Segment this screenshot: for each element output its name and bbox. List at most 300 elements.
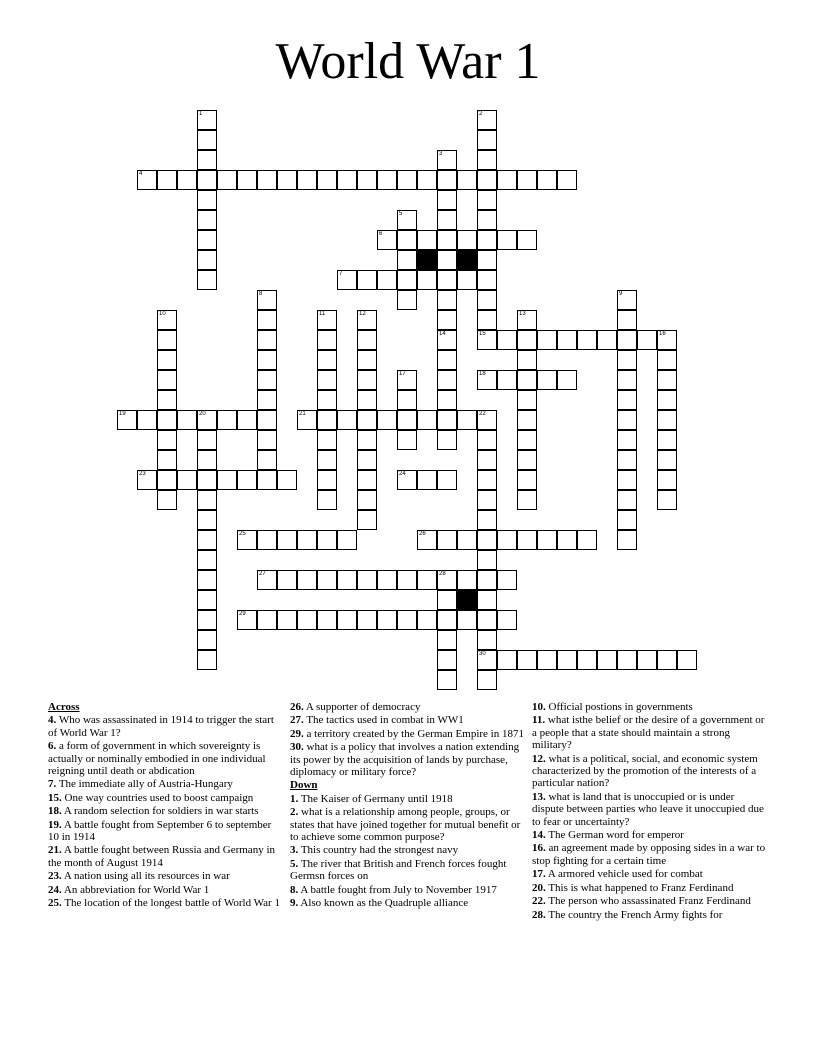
grid-cell[interactable] xyxy=(437,570,457,590)
grid-cell[interactable] xyxy=(457,410,477,430)
grid-cell[interactable] xyxy=(297,610,317,630)
grid-cell[interactable] xyxy=(337,170,357,190)
grid-cell[interactable] xyxy=(237,530,257,550)
clue-number: 15 xyxy=(479,331,486,337)
grid-cell[interactable] xyxy=(397,370,417,390)
grid-cell[interactable] xyxy=(437,650,457,670)
grid-cell[interactable] xyxy=(557,330,577,350)
grid-cell[interactable] xyxy=(437,210,457,230)
grid-cell[interactable] xyxy=(477,570,497,590)
grid-cell[interactable] xyxy=(377,410,397,430)
grid-cell[interactable] xyxy=(517,170,537,190)
grid-cell[interactable] xyxy=(297,530,317,550)
grid-cell[interactable] xyxy=(557,170,577,190)
grid-cell[interactable] xyxy=(477,410,497,430)
grid-cell[interactable] xyxy=(437,350,457,370)
grid-cell[interactable] xyxy=(157,330,177,350)
grid-cell[interactable] xyxy=(637,650,657,670)
grid-cell[interactable] xyxy=(657,450,677,470)
grid-cell[interactable] xyxy=(617,490,637,510)
grid-cell[interactable] xyxy=(317,390,337,410)
grid-cell[interactable] xyxy=(397,430,417,450)
grid-cell[interactable] xyxy=(257,350,277,370)
grid-cell[interactable] xyxy=(477,290,497,310)
clue-number-label: 11. xyxy=(532,714,546,727)
grid-cell[interactable] xyxy=(657,390,677,410)
grid-cell[interactable] xyxy=(197,190,217,210)
grid-cell[interactable] xyxy=(437,410,457,430)
clue-text: what isthe belief or the desire of a government or a people that a state should maintain a strong military? xyxy=(532,714,765,752)
grid-cell[interactable] xyxy=(477,550,497,570)
grid-cell[interactable] xyxy=(157,350,177,370)
grid-cell[interactable] xyxy=(317,470,337,490)
grid-cell[interactable] xyxy=(617,510,637,530)
grid-cell[interactable] xyxy=(277,530,297,550)
grid-cell[interactable] xyxy=(417,170,437,190)
grid-cell[interactable] xyxy=(317,170,337,190)
grid-cell[interactable] xyxy=(657,490,677,510)
grid-cell[interactable] xyxy=(417,530,437,550)
grid-cell[interactable] xyxy=(537,330,557,350)
grid-cell[interactable] xyxy=(477,610,497,630)
grid-cell[interactable] xyxy=(157,450,177,470)
grid-cell[interactable] xyxy=(477,530,497,550)
grid-cell[interactable] xyxy=(477,250,497,270)
clue-number-label: 10. xyxy=(532,701,546,713)
grid-cell[interactable] xyxy=(257,390,277,410)
grid-cell[interactable] xyxy=(617,650,637,670)
clue-number-label: 28. xyxy=(532,908,546,921)
grid-cell[interactable] xyxy=(397,570,417,590)
grid-cell[interactable] xyxy=(177,470,197,490)
grid-cell[interactable] xyxy=(617,430,637,450)
grid-cell[interactable] xyxy=(457,610,477,630)
grid-cell[interactable] xyxy=(497,230,517,250)
grid-cell[interactable] xyxy=(617,350,637,370)
clue-number-label: 19. xyxy=(48,818,62,831)
grid-cell[interactable] xyxy=(257,430,277,450)
grid-cell[interactable] xyxy=(437,310,457,330)
grid-cell[interactable] xyxy=(517,490,537,510)
clue-number-label: 9. xyxy=(290,897,299,910)
grid-cell[interactable] xyxy=(497,610,517,630)
clue-item xyxy=(532,791,767,828)
grid-cell[interactable] xyxy=(337,410,357,430)
grid-cell[interactable] xyxy=(537,530,557,550)
grid-cell[interactable] xyxy=(397,410,417,430)
clue-number: 18 xyxy=(479,371,486,377)
grid-cell[interactable] xyxy=(197,650,217,670)
grid-cell[interactable] xyxy=(337,610,357,630)
grid-cell[interactable] xyxy=(337,570,357,590)
grid-cell[interactable] xyxy=(157,390,177,410)
grid-cell[interactable] xyxy=(157,170,177,190)
grid-cell[interactable] xyxy=(617,530,637,550)
clue-number-label: 21. xyxy=(48,844,62,857)
grid-cell[interactable] xyxy=(317,330,337,350)
grid-cell[interactable] xyxy=(457,230,477,250)
grid-cell[interactable] xyxy=(197,130,217,150)
grid-cell[interactable] xyxy=(237,610,257,630)
grid-cell[interactable] xyxy=(357,170,377,190)
grid-cell[interactable] xyxy=(197,230,217,250)
grid-cell[interactable] xyxy=(617,470,637,490)
grid-cell[interactable] xyxy=(517,370,537,390)
grid-cell[interactable] xyxy=(517,230,537,250)
grid-cell[interactable] xyxy=(357,310,377,330)
grid-cell[interactable] xyxy=(317,570,337,590)
grid-cell[interactable] xyxy=(517,390,537,410)
clue-text: An abbreviation for World War 1 xyxy=(63,883,210,896)
grid-cell[interactable] xyxy=(157,430,177,450)
clue-text: A battle fought between Russia and Germany in the month of August 1914 xyxy=(48,844,275,869)
grid-cell[interactable] xyxy=(257,450,277,470)
grid-cell[interactable] xyxy=(437,330,457,350)
grid-cell[interactable] xyxy=(617,390,637,410)
black-square xyxy=(457,250,477,270)
grid-cell[interactable] xyxy=(557,370,577,390)
clue-item xyxy=(48,805,283,817)
clue-text: what is a political, social, and economic system characterized by the promotion of the interests of a particular nation? xyxy=(532,752,758,790)
clue-item xyxy=(290,844,525,856)
grid-cell[interactable] xyxy=(277,610,297,630)
grid-cell[interactable] xyxy=(397,290,417,310)
grid-cell[interactable] xyxy=(197,590,217,610)
grid-cell[interactable] xyxy=(477,310,497,330)
grid-cell[interactable] xyxy=(457,270,477,290)
grid-cell[interactable] xyxy=(197,170,217,190)
grid-cell[interactable] xyxy=(357,510,377,530)
grid-cell[interactable] xyxy=(517,410,537,430)
clue-text: A random selection for soldiers in war starts xyxy=(63,805,259,818)
clue-text: The immediate ally of Austria-Hungary xyxy=(58,778,233,791)
grid-cell[interactable] xyxy=(477,210,497,230)
grid-cell[interactable] xyxy=(277,170,297,190)
grid-cell[interactable] xyxy=(537,370,557,390)
grid-cell[interactable] xyxy=(357,370,377,390)
grid-cell[interactable] xyxy=(417,410,437,430)
grid-cell[interactable] xyxy=(197,570,217,590)
grid-cell[interactable] xyxy=(477,230,497,250)
grid-cell[interactable] xyxy=(657,650,677,670)
grid-cell[interactable] xyxy=(257,410,277,430)
grid-cell[interactable] xyxy=(477,470,497,490)
grid-cell[interactable] xyxy=(297,570,317,590)
grid-cell[interactable] xyxy=(557,650,577,670)
grid-cell[interactable] xyxy=(437,250,457,270)
grid-cell[interactable] xyxy=(357,430,377,450)
grid-cell[interactable] xyxy=(557,530,577,550)
grid-cell[interactable] xyxy=(657,430,677,450)
grid-cell[interactable] xyxy=(437,670,457,690)
grid-cell[interactable] xyxy=(477,170,497,190)
grid-cell[interactable] xyxy=(397,170,417,190)
grid-cell[interactable] xyxy=(617,290,637,310)
grid-cell[interactable] xyxy=(457,570,477,590)
grid-cell[interactable] xyxy=(197,210,217,230)
grid-cell[interactable] xyxy=(197,410,217,430)
grid-cell[interactable] xyxy=(577,650,597,670)
grid-cell[interactable] xyxy=(297,170,317,190)
grid-cell[interactable] xyxy=(157,370,177,390)
grid-cell[interactable] xyxy=(357,610,377,630)
grid-cell[interactable] xyxy=(257,170,277,190)
grid-cell[interactable] xyxy=(377,570,397,590)
grid-cell[interactable] xyxy=(377,610,397,630)
grid-cell[interactable] xyxy=(137,470,157,490)
grid-cell[interactable] xyxy=(197,490,217,510)
grid-cell[interactable] xyxy=(317,430,337,450)
grid-cell[interactable] xyxy=(257,470,277,490)
grid-cell[interactable] xyxy=(577,530,597,550)
grid-cell[interactable] xyxy=(197,110,217,130)
grid-cell[interactable] xyxy=(397,610,417,630)
grid-cell[interactable] xyxy=(437,270,457,290)
clue-text: The Kaiser of Germany until 1918 xyxy=(300,792,453,805)
grid-cell[interactable] xyxy=(317,490,337,510)
grid-cell[interactable] xyxy=(497,370,517,390)
clue-item xyxy=(290,858,525,883)
clue-number: 29 xyxy=(239,611,246,617)
grid-cell[interactable] xyxy=(477,150,497,170)
grid-cell[interactable] xyxy=(157,410,177,430)
grid-cell[interactable] xyxy=(677,650,697,670)
grid-cell[interactable] xyxy=(477,330,497,350)
grid-cell[interactable] xyxy=(217,410,237,430)
grid-cell[interactable] xyxy=(357,330,377,350)
grid-cell[interactable] xyxy=(397,270,417,290)
grid-cell[interactable] xyxy=(237,410,257,430)
grid-cell[interactable] xyxy=(617,370,637,390)
grid-cell[interactable] xyxy=(357,410,377,430)
grid-cell[interactable] xyxy=(497,570,517,590)
grid-cell[interactable] xyxy=(217,470,237,490)
grid-cell[interactable] xyxy=(437,630,457,650)
grid-cell[interactable] xyxy=(257,370,277,390)
grid-cell[interactable] xyxy=(517,530,537,550)
grid-cell[interactable] xyxy=(277,470,297,490)
grid-cell[interactable] xyxy=(477,370,497,390)
grid-cell[interactable] xyxy=(437,190,457,210)
grid-cell[interactable] xyxy=(477,650,497,670)
grid-cell[interactable] xyxy=(317,530,337,550)
grid-cell[interactable] xyxy=(397,250,417,270)
clue-number-label: 17. xyxy=(532,868,546,881)
grid-cell[interactable] xyxy=(177,170,197,190)
grid-cell[interactable] xyxy=(477,490,497,510)
grid-cell[interactable] xyxy=(477,670,497,690)
clue-column-1 xyxy=(48,701,283,911)
grid-cell[interactable] xyxy=(517,350,537,370)
grid-cell[interactable] xyxy=(477,190,497,210)
grid-cell[interactable] xyxy=(157,490,177,510)
grid-cell[interactable] xyxy=(197,450,217,470)
grid-cell[interactable] xyxy=(517,650,537,670)
grid-cell[interactable] xyxy=(437,530,457,550)
grid-cell[interactable] xyxy=(397,390,417,410)
grid-cell[interactable] xyxy=(617,310,637,330)
grid-cell[interactable] xyxy=(237,170,257,190)
grid-cell[interactable] xyxy=(657,330,677,350)
grid-cell[interactable] xyxy=(317,450,337,470)
grid-cell[interactable] xyxy=(437,470,457,490)
grid-cell[interactable] xyxy=(317,370,337,390)
grid-cell[interactable] xyxy=(317,350,337,370)
grid-cell[interactable] xyxy=(317,610,337,630)
grid-cell[interactable] xyxy=(437,610,457,630)
grid-cell[interactable] xyxy=(537,170,557,190)
grid-cell[interactable] xyxy=(637,330,657,350)
grid-cell[interactable] xyxy=(417,570,437,590)
grid-cell[interactable] xyxy=(397,470,417,490)
grid-cell[interactable] xyxy=(477,430,497,450)
grid-cell[interactable] xyxy=(417,470,437,490)
clue-number-label: 13. xyxy=(532,790,546,803)
clue-number-label: 12. xyxy=(532,752,546,765)
grid-cell[interactable] xyxy=(617,450,637,470)
grid-cell[interactable] xyxy=(517,430,537,450)
grid-cell[interactable] xyxy=(217,170,237,190)
clue-item xyxy=(532,895,767,907)
grid-cell[interactable] xyxy=(197,630,217,650)
grid-cell[interactable] xyxy=(237,470,257,490)
clue-number: 8 xyxy=(259,291,263,297)
grid-cell[interactable] xyxy=(197,610,217,630)
grid-cell[interactable] xyxy=(277,570,297,590)
grid-cell[interactable] xyxy=(357,570,377,590)
grid-cell[interactable] xyxy=(357,350,377,370)
grid-cell[interactable] xyxy=(477,110,497,130)
grid-cell[interactable] xyxy=(457,530,477,550)
grid-cell[interactable] xyxy=(337,270,357,290)
grid-cell[interactable] xyxy=(357,270,377,290)
clue-text: A nation using all its resources in war xyxy=(63,870,230,883)
grid-cell[interactable] xyxy=(517,330,537,350)
grid-cell[interactable] xyxy=(397,230,417,250)
grid-cell[interactable] xyxy=(517,310,537,330)
grid-cell[interactable] xyxy=(437,150,457,170)
clue-text: The tactics used in combat in WW1 xyxy=(306,714,464,727)
grid-cell[interactable] xyxy=(437,290,457,310)
grid-cell[interactable] xyxy=(477,630,497,650)
grid-cell[interactable] xyxy=(357,450,377,470)
grid-cell[interactable] xyxy=(437,230,457,250)
grid-cell[interactable] xyxy=(477,510,497,530)
grid-cell[interactable] xyxy=(197,430,217,450)
grid-cell[interactable] xyxy=(197,470,217,490)
grid-cell[interactable] xyxy=(377,270,397,290)
grid-cell[interactable] xyxy=(197,270,217,290)
grid-cell[interactable] xyxy=(597,330,617,350)
grid-cell[interactable] xyxy=(257,290,277,310)
grid-cell[interactable] xyxy=(577,330,597,350)
grid-cell[interactable] xyxy=(437,430,457,450)
clue-number-label: 26. xyxy=(290,701,304,713)
clue-item xyxy=(48,870,283,882)
clue-number-label: 27. xyxy=(290,714,304,727)
grid-cell[interactable] xyxy=(197,150,217,170)
grid-cell[interactable] xyxy=(257,330,277,350)
grid-cell[interactable] xyxy=(317,310,337,330)
grid-cell[interactable] xyxy=(257,610,277,630)
grid-cell[interactable] xyxy=(257,530,277,550)
grid-cell[interactable] xyxy=(457,170,477,190)
grid-cell[interactable] xyxy=(197,250,217,270)
grid-cell[interactable] xyxy=(617,410,637,430)
clue-number: 24 xyxy=(399,471,406,477)
grid-cell[interactable] xyxy=(197,550,217,570)
grid-cell[interactable] xyxy=(257,310,277,330)
grid-cell[interactable] xyxy=(477,450,497,470)
grid-cell[interactable] xyxy=(357,390,377,410)
grid-cell[interactable] xyxy=(157,470,177,490)
clue-item xyxy=(532,753,767,790)
clue-number: 4 xyxy=(139,171,143,177)
grid-cell[interactable] xyxy=(377,230,397,250)
grid-cell[interactable] xyxy=(617,330,637,350)
grid-cell[interactable] xyxy=(337,530,357,550)
grid-cell[interactable] xyxy=(157,310,177,330)
grid-cell[interactable] xyxy=(137,410,157,430)
grid-cell[interactable] xyxy=(517,470,537,490)
grid-cell[interactable] xyxy=(177,410,197,430)
grid-cell[interactable] xyxy=(517,450,537,470)
grid-cell[interactable] xyxy=(497,330,517,350)
clue-text: an agreement made by opposing sides in a war to stop fighting for a certain time xyxy=(532,842,766,867)
grid-cell[interactable] xyxy=(437,370,457,390)
grid-cell[interactable] xyxy=(197,530,217,550)
clue-number: 30 xyxy=(479,651,486,657)
clue-section-header: Across xyxy=(48,701,80,713)
grid-cell[interactable] xyxy=(437,390,457,410)
grid-cell[interactable] xyxy=(497,170,517,190)
grid-cell[interactable] xyxy=(357,470,377,490)
clue-number-label: 4. xyxy=(48,714,57,727)
grid-cell[interactable] xyxy=(537,650,557,670)
grid-cell[interactable] xyxy=(417,230,437,250)
grid-cell[interactable] xyxy=(257,570,277,590)
grid-cell[interactable] xyxy=(357,490,377,510)
grid-cell[interactable] xyxy=(477,590,497,610)
grid-cell[interactable] xyxy=(657,470,677,490)
grid-cell[interactable] xyxy=(477,130,497,150)
grid-cell[interactable] xyxy=(197,510,217,530)
grid-cell[interactable] xyxy=(477,270,497,290)
grid-cell[interactable] xyxy=(657,370,677,390)
grid-cell[interactable] xyxy=(417,610,437,630)
grid-cell[interactable] xyxy=(437,590,457,610)
grid-cell[interactable] xyxy=(497,530,517,550)
grid-cell[interactable] xyxy=(297,410,317,430)
grid-cell[interactable] xyxy=(317,410,337,430)
grid-cell[interactable] xyxy=(397,210,417,230)
grid-cell[interactable] xyxy=(137,170,157,190)
grid-cell[interactable] xyxy=(417,270,437,290)
grid-cell[interactable] xyxy=(437,170,457,190)
grid-cell[interactable] xyxy=(377,170,397,190)
grid-cell[interactable] xyxy=(657,350,677,370)
clue-text: This is what happened to Franz Ferdinand xyxy=(548,881,734,894)
grid-cell[interactable] xyxy=(597,650,617,670)
grid-cell[interactable] xyxy=(117,410,137,430)
grid-cell[interactable] xyxy=(497,650,517,670)
clue-text: A battle fought from July to November 1917 xyxy=(300,883,497,896)
clue-text: what is land that is unoccupied or is under dispute between parties who leave it unoccupied due to fear or uncertainty? xyxy=(532,790,764,828)
grid-cell[interactable] xyxy=(657,410,677,430)
black-square xyxy=(457,590,477,610)
clue-number-label: 18. xyxy=(48,805,62,818)
clue-item xyxy=(48,819,283,844)
